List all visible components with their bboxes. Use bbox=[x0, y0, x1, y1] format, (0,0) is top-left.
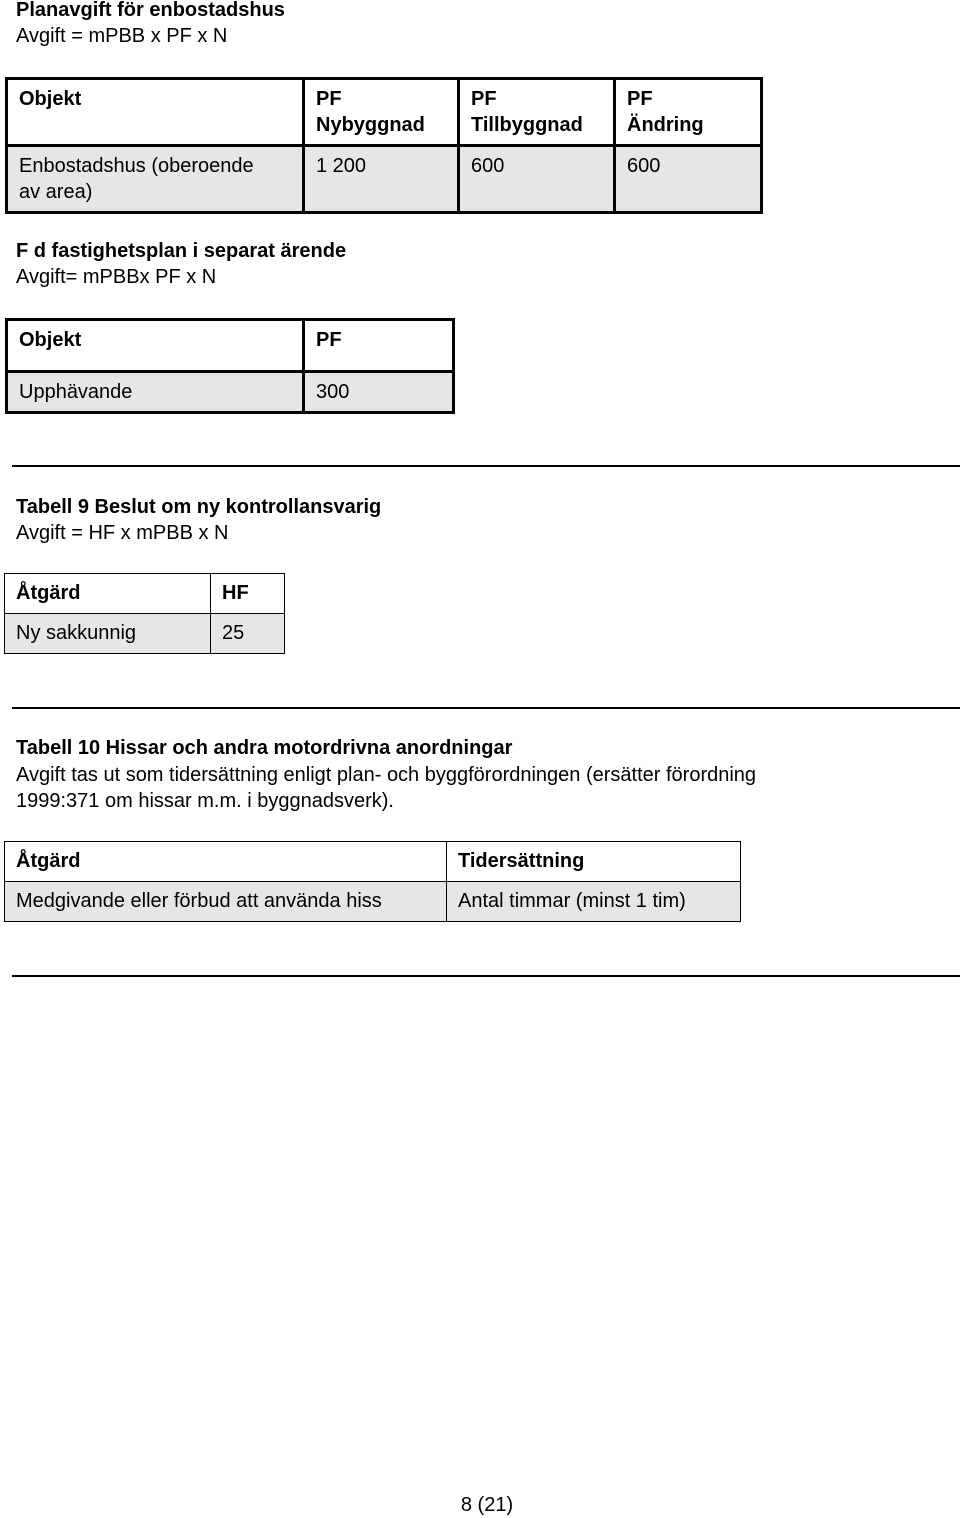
table-cell-objekt: Enbostadshus (oberoende av area) bbox=[7, 146, 304, 213]
table-header-atgard: Åtgärd bbox=[5, 842, 447, 882]
table-row bbox=[5, 882, 741, 922]
table-header-pf: PF bbox=[304, 320, 454, 372]
table-cell-hf: 25 bbox=[211, 614, 285, 654]
table-header-objekt: Objekt bbox=[7, 79, 304, 146]
table-header-hf: HF bbox=[211, 574, 285, 614]
section1-formula: Avgift = mPBB x PF x N bbox=[16, 25, 228, 47]
section4-description-line2: 1999:371 om hissar m.m. i byggnadsverk). bbox=[16, 790, 394, 812]
table-cell-atgard: Medgivande eller förbud att använda hiss bbox=[5, 882, 447, 922]
section4-description-line1: Avgift tas ut som tidersättning enligt plan- och byggförordningen (ersätter förordning bbox=[16, 764, 757, 786]
table-cell-objekt: Upphävande bbox=[7, 372, 304, 413]
table-header-pf-andring: PF Ändring bbox=[615, 79, 762, 146]
section3-title: Tabell 9 Beslut om ny kontrollansvarig bbox=[16, 496, 382, 518]
table-row bbox=[7, 372, 454, 413]
section1-title: Planavgift för enbostadshus bbox=[16, 0, 285, 21]
table-header-pf-nybyggnad: PF Nybyggnad bbox=[304, 79, 459, 146]
section2-formula: Avgift= mPBBx PF x N bbox=[16, 266, 217, 288]
table-cell-tillbyggnad: 600 bbox=[459, 146, 615, 213]
section-divider bbox=[12, 975, 960, 977]
section-divider bbox=[12, 465, 960, 467]
table-cell-andring: 600 bbox=[615, 146, 762, 213]
section4-title: Tabell 10 Hissar och andra motordrivna anordningar bbox=[16, 737, 513, 759]
table-cell-tidersattning: Antal timmar (minst 1 tim) bbox=[447, 882, 741, 922]
table-header-tidersattning: Tidersättning bbox=[447, 842, 741, 882]
section-divider bbox=[12, 707, 960, 709]
table-cell-nybyggnad: 1 200 bbox=[304, 146, 459, 213]
planavgift-table bbox=[5, 77, 763, 214]
page-number: 8 (21) bbox=[460, 1494, 514, 1516]
hissar-table bbox=[4, 841, 741, 922]
fastighetsplan-table bbox=[5, 318, 455, 414]
table-row bbox=[7, 146, 762, 213]
table-header-objekt: Objekt bbox=[7, 320, 304, 372]
section3-formula: Avgift = HF x mPBB x N bbox=[16, 522, 229, 544]
table-header-pf-tillbyggnad: PF Tillbyggnad bbox=[459, 79, 615, 146]
table-cell-pf: 300 bbox=[304, 372, 454, 413]
kontrollansvarig-table bbox=[4, 573, 285, 654]
section2-title: F d fastighetsplan i separat ärende bbox=[16, 240, 347, 262]
table-row bbox=[5, 614, 285, 654]
table-cell-atgard: Ny sakkunnig bbox=[5, 614, 211, 654]
table-header-atgard: Åtgärd bbox=[5, 574, 211, 614]
